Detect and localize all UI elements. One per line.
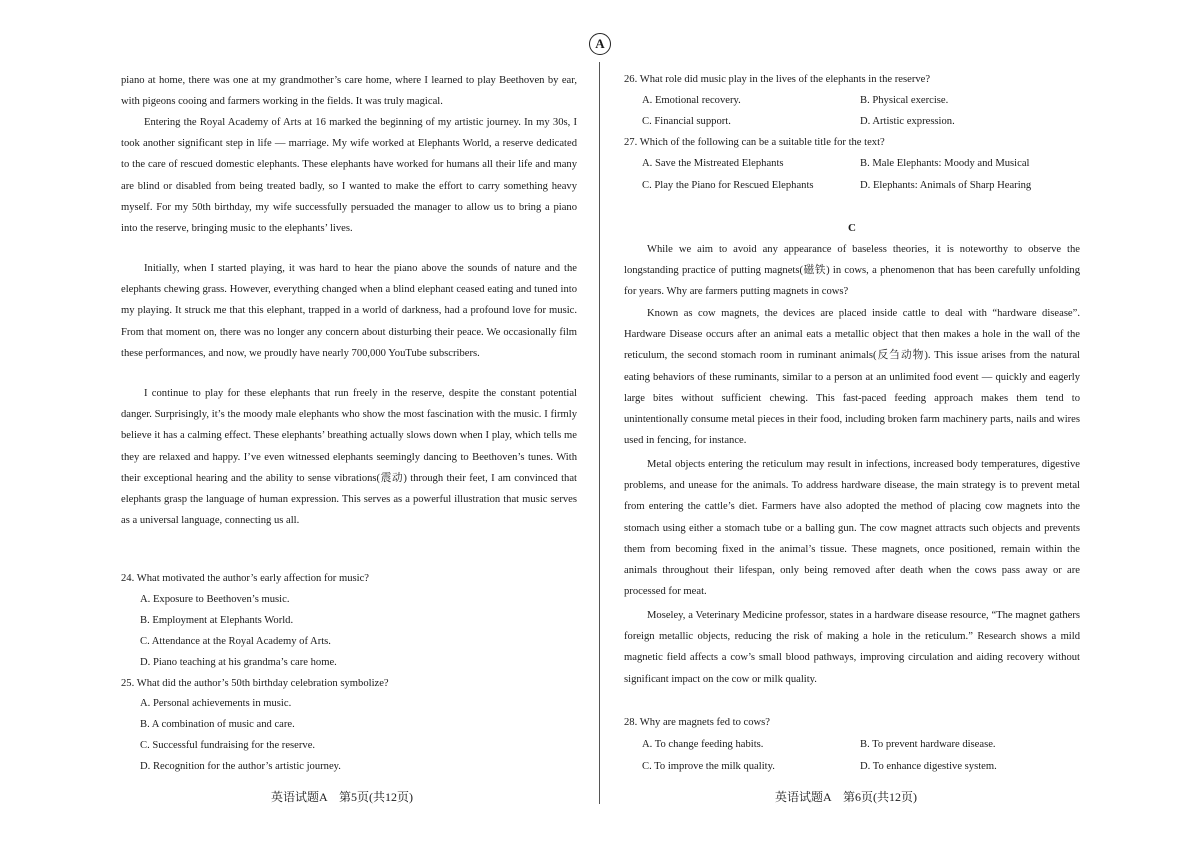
question-25-option-b: B. A combination of music and care. <box>140 719 295 730</box>
passage-b-paragraph-3: Initially, when I started playing, it was hard to hear the piano above the sounds of nature and the elephants chewing grass. However, everything changed when a blind elephant ceased eating and tuned into my playing. It struck me that this elephant, trapped in a world of darkness, had a profound love for music. From that moment on, there was no longer any concern about disturbing their peace. We occasionally film these performances, and now, we proudly have nearly 700,000 YouTube subscribers. <box>121 263 577 359</box>
question-24-option-a: A. Exposure to Beethoven’s music. <box>140 594 290 605</box>
passage-c-paragraph-4: Moseley, a Veterinary Medicine professor, states in a hardware disease resource, “The magnet gathers foreign metallic objects, reducing the risk of making a hole in the reticulum.” Research shows a mild magnetic field affects a cow’s small blood pathways, improving circulation and aiding recovery without significant impact on the cow or milk quality. <box>624 610 1080 685</box>
question-25-option-c: C. Successful fundraising for the reserve. <box>140 740 316 751</box>
question-25-option-a: A. Personal achievements in music. <box>140 698 292 709</box>
question-26-option-b: B. Physical exercise. <box>860 95 949 106</box>
question-28-option-b: B. To prevent hardware disease. <box>860 739 996 750</box>
question-27-option-b: B. Male Elephants: Moody and Musical <box>860 158 1030 169</box>
question-28-option-a: A. To change feeding habits. <box>642 739 764 750</box>
question-26-option-c: C. Financial support. <box>642 116 731 127</box>
question-26-option-a: A. Emotional recovery. <box>642 95 741 106</box>
question-25-stem: 25. What did the author’s 50th birthday celebration symbolize? <box>121 678 389 689</box>
question-24-stem: 24. What motivated the author’s early affection for music? <box>121 573 369 584</box>
column-divider <box>599 62 600 804</box>
paper-version-marker: A <box>589 33 611 55</box>
question-27-option-a: A. Save the Mistreated Elephants <box>642 158 784 169</box>
question-24-option-b: B. Employment at Elephants World. <box>140 615 294 626</box>
question-28-option-d: D. To enhance digestive system. <box>860 761 997 772</box>
question-27-stem: 27. Which of the following can be a suitable title for the text? <box>624 137 885 148</box>
passage-c-paragraph-2: Known as cow magnets, the devices are placed inside cattle to deal with “hardware disease”. Hardware Disease occurs after an animal eats a metallic object that then makes a hole in the wall of the reticulum, the second stomach room in ruminant animals(反刍动物). This issue arises from the natural eating behaviors of these ruminants, similar to a person at an unlimited food event — quickly and eagerly large bites without sufficient chewing. This fast-paced feeding approach makes them tend to unintentionally consume metal pieces in their food, including broken farm machinery parts, nails and wires used in fencing, for instance. <box>624 308 1080 447</box>
question-26-stem: 26. What role did music play in the lives of the elephants in the reserve? <box>624 74 931 85</box>
question-26-option-d: D. Artistic expression. <box>860 116 955 127</box>
question-28-option-c: C. To improve the milk quality. <box>642 761 775 772</box>
question-27-option-c: C. Play the Piano for Rescued Elephants <box>642 180 814 191</box>
passage-c-paragraph-3: Metal objects entering the reticulum may result in infections, increased body temperatures, digestive problems, and unease for the animals. To address hardware disease, the main strategy is to prevent metal from entering the cattle’s diet. Farmers have also adopted the method of placing cow magnets into the stomach using either a stomach tube or a balling gun. The cow magnet attracts such objects and prevents them from becoming fixed in the animal’s tissue. These magnets, once positioned, remain within the animals throughout their lifespan, only being removed after death when the cows pass away or are processed for meat. <box>624 459 1080 598</box>
question-24-option-c: C. Attendance at the Royal Academy of Arts. <box>140 636 331 647</box>
question-27-option-d: D. Elephants: Animals of Sharp Hearing <box>860 180 1032 191</box>
passage-b-paragraph-1: piano at home, there was one at my grandmother’s care home, where I learned to play Beethoven by ear, with pigeons cooing and farmers working in the fields. It was truly magical. <box>121 75 577 108</box>
passage-c-title: C <box>848 222 856 234</box>
passage-b-paragraph-2: Entering the Royal Academy of Arts at 16 marked the beginning of my artistic journey. In my 30s, I took another significant step in life — marriage. My wife worked at Elephants World, a reserve dedicated to the care of rescued domestic elephants. These elephants have worked for humans all their life and many are blind or disabled from being treated badly, so I wanted to make the effort to carry something heavy myself. For my 50th birthday, my wife successfully persuaded the manager to allow us to bring a piano into the reserve, bringing music to the elephants’ lives. <box>121 117 577 235</box>
left-page-footer: 英语试题A 第5页(共12页) <box>271 790 413 804</box>
question-28-stem: 28. Why are magnets fed to cows? <box>624 717 771 728</box>
question-25-option-d: D. Recognition for the author’s artistic journey. <box>140 761 341 772</box>
question-24-option-d: D. Piano teaching at his grandma’s care home. <box>140 657 337 668</box>
passage-c-paragraph-1: While we aim to avoid any appearance of baseless theories, it is noteworthy to observe the longstanding practice of putting magnets(磁铁) in cows, a phenomenon that has been carefully unfolding for years. Why are farmers putting magnets in cows? <box>624 244 1080 298</box>
passage-b-paragraph-4: I continue to play for these elephants that run freely in the reserve, despite the constant potential danger. Surprisingly, it’s the moody male elephants who show the most fascination with the music. I firmly believe it has a calming effect. These elephants’ breathing actually slows down when I play, which tells me they are relaxed and happy. I’ve even witnessed elephants seemingly dancing to Beethoven’s tunes. With their exceptional hearing and the ability to sense vibrations(震动) through their feet, I am convinced that elephants grasp the language of human expression. This serves as a powerful illustration that music serves as a universal language, connecting us all. <box>121 388 577 527</box>
right-page-footer: 英语试题A 第6页(共12页) <box>775 790 917 804</box>
